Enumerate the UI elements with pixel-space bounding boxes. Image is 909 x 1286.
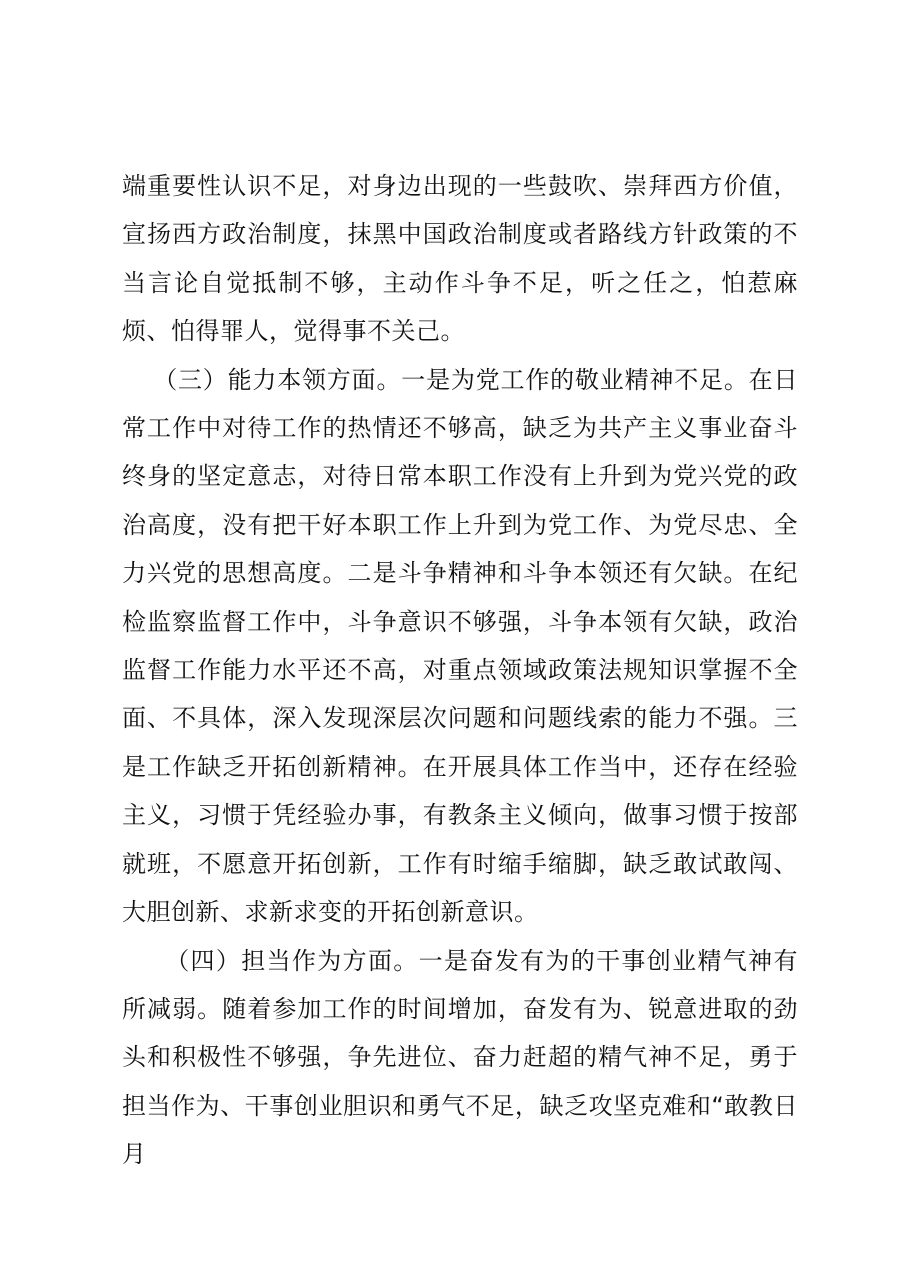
paragraph-section-3: （三）能力本领方面。一是为党工作的敬业精神不足。在日常工作中对待工作的热情还不够高，缺乏为共产主义事业奋斗终身的坚定意志，对待日常本职工作没有上升到为党兴党的政治高度，没有把干好本职工作上升到为党工作、为党尽忠、全力兴党的思想高度。二是斗争精神和斗争本领还有欠缺。在纪检监察监督工作中，斗争意识不够强，斗争本领有欠缺，政治监督工作能力水平还不高，对重点领域政策法规知识掌握不全面、不具体，深入发现深层次问题和问题线索的能力不强。三是工作缺乏开拓创新精神。在开展具体工作当中，还存在经验主义，习惯于凭经验办事，有教条主义倾向，做事习惯于按部就班，不愿意开拓创新，工作有时缩手缩脚，缺乏敢试敢闯、大胆创新、求新求变的开拓创新意识。: [122, 365, 798, 927]
paragraph-continued: 端重要性认识不足，对身边出现的一些鼓吹、崇拜西方价值，宣扬西方政治制度，抹黑中国政治制度或者路线方针政策的不当言论自觉抵制不够，主动作斗争不足，听之任之，怕惹麻烦、怕得罪人，觉得事不关己。: [122, 172, 798, 346]
paragraph-section-4: （四）担当作为方面。一是奋发有为的干事创业精气神有所减弱。随着参加工作的时间增加，奋发有为、锐意进取的劲头和积极性不够强，争先进位、奋力赶超的精气神不足，勇于担当作为、干事创业胆识和勇气不足，缺乏攻坚克难和“敢教日月: [122, 946, 798, 1169]
document-body: [122, 162, 798, 1179]
